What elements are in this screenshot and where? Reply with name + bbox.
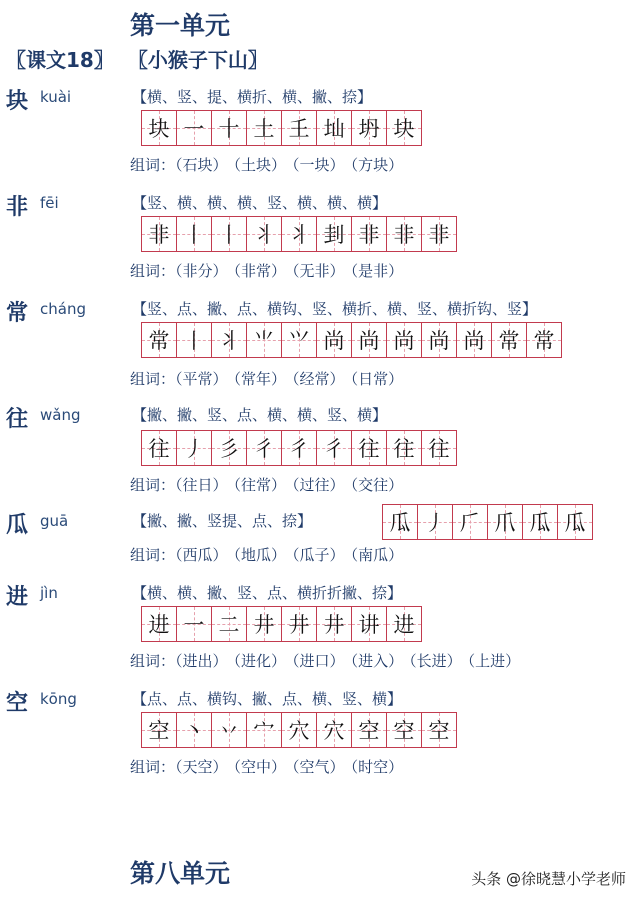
stroke-step-cell [317,607,352,641]
lesson-heading [6,44,268,73]
stroke-step-char: 空 [148,719,170,743]
stroke-step-char: 瓜 [529,511,551,535]
word-items [175,652,526,670]
stroke-step-cell [422,713,456,747]
word-item: （石块） [175,156,228,174]
stroke-step-char: 圸 [323,117,345,141]
stroke-step-cell [387,323,422,357]
stroke-step-cell [422,431,456,465]
word-item: （瓜子） [292,546,345,564]
stroke-step-cell [492,323,527,357]
word-item: （空中） [233,758,287,776]
stroke-step-char: 丨 [183,329,205,353]
word-list [130,154,409,175]
stroke-step-cell [212,217,247,251]
stroke-step-char: 往 [393,437,415,461]
word-item: （进口） [292,652,345,670]
stroke-step-cell [352,217,387,251]
stroke-step-char: 彳 [253,437,275,461]
stroke-order-text: 【撇、撇、竖、点、横、横、竖、横】 [132,406,388,424]
stroke-step-char: 丬 [288,223,310,247]
stroke-grid [141,110,422,146]
stroke-step-cell [422,217,456,251]
stroke-step-char: 尚 [358,329,380,353]
stroke-step-char: 井 [288,613,310,637]
word-item: （交往） [350,476,404,494]
stroke-step-cell [457,323,492,357]
stroke-step-char: 进 [393,613,415,637]
stroke-step-char: 穴 [288,719,310,743]
word-item: （进出） [175,652,228,670]
stroke-step-char: 一 [183,613,205,637]
stroke-order-text: 【竖、横、横、横、竖、横、横、横】 [132,194,388,212]
word-list [130,544,409,565]
stroke-step-char: 丿 [183,437,205,461]
word-list [130,650,526,671]
stroke-step-cell [142,111,177,145]
stroke-step-char: 非 [428,223,450,247]
stroke-step-cell [383,505,418,539]
word-item: （进化） [233,652,287,670]
word-list [130,368,409,389]
stroke-step-char: 进 [148,613,170,637]
stroke-step-cell [317,713,352,747]
stroke-step-cell [282,217,317,251]
entry-pinyin: fēi [40,194,59,212]
stroke-step-cell [352,713,387,747]
word-list [130,756,409,777]
stroke-step-cell [352,607,387,641]
stroke-step-char: 块 [148,117,170,141]
stroke-step-char: 彳 [288,437,310,461]
stroke-step-char: 常 [498,329,520,353]
stroke-step-cell [282,431,317,465]
stroke-step-cell [177,431,212,465]
stroke-step-cell [142,217,177,251]
stroke-step-cell [247,217,282,251]
stroke-step-char: 土 [253,117,275,141]
stroke-step-cell [317,217,352,251]
stroke-step-char: 彳 [323,437,345,461]
stroke-step-cell [387,111,421,145]
stroke-step-cell [247,607,282,641]
stroke-step-char: 往 [428,437,450,461]
word-item: （天空） [175,758,228,776]
stroke-step-cell [352,111,387,145]
stroke-step-cell [247,323,282,357]
stroke-step-char: 𠂆 [459,511,481,535]
word-items [175,156,409,174]
entry-pinyin: jìn [40,584,58,602]
stroke-step-char: 空 [358,719,380,743]
stroke-step-char: 空 [393,719,415,743]
stroke-step-char: 常 [533,329,555,353]
stroke-step-cell [387,607,421,641]
word-item: （往日） [175,476,228,494]
stroke-step-char: 往 [148,437,170,461]
stroke-step-cell [387,713,422,747]
stroke-step-char: 块 [393,117,415,141]
stroke-step-char: 尚 [323,329,345,353]
words-label: 组词： [130,546,176,564]
entry-character: 块 [6,89,29,114]
stroke-grid [141,712,457,748]
stroke-step-cell [352,323,387,357]
word-item: （地瓜） [233,546,287,564]
stroke-step-cell [453,505,488,539]
stroke-step-char: 丨 [218,223,240,247]
stroke-step-char: 一 [183,117,205,141]
entry-pinyin: guā [40,512,69,530]
stroke-step-cell [387,217,422,251]
stroke-step-char: 非 [148,223,170,247]
entry-character: 非 [6,195,29,220]
lesson-number: 〖课文18〗 [6,48,114,72]
words-label: 组词： [130,758,176,776]
word-item: （是非） [350,262,404,280]
word-item: （西瓜） [175,546,228,564]
stroke-step-cell [282,323,317,357]
stroke-step-char: 丷 [218,719,240,743]
stroke-step-cell [177,713,212,747]
stroke-step-cell [212,607,247,641]
stroke-step-cell [212,111,247,145]
stroke-step-char: 非 [358,223,380,247]
stroke-step-cell [212,431,247,465]
stroke-step-char: 丿 [424,511,446,535]
stroke-step-char: 丶 [183,719,205,743]
word-item: （土块） [233,156,287,174]
words-label: 组词： [130,156,176,174]
word-item: （非常） [233,262,287,280]
entry-character: 空 [6,691,29,716]
word-item: （过往） [292,476,345,494]
stroke-step-cell [387,431,422,465]
word-item: （日常） [350,370,404,388]
entry-character: 瓜 [6,513,29,538]
stroke-step-cell [212,323,247,357]
stroke-step-cell [282,713,317,747]
stroke-step-char: 丬 [218,329,240,353]
word-item: （空气） [292,758,345,776]
word-item: （南瓜） [350,546,404,564]
stroke-step-cell [247,713,282,747]
stroke-order-text: 【点、点、横钩、撇、点、横、竖、横】 [132,690,403,708]
stroke-step-char: 穴 [323,719,345,743]
stroke-step-cell [177,111,212,145]
words-label: 组词： [130,370,176,388]
stroke-grid [141,322,562,358]
entry-pinyin: cháng [40,300,86,318]
stroke-order-text: 【横、横、撇、竖、点、横折折撇、捺】 [132,584,403,602]
stroke-step-cell [212,713,247,747]
stroke-step-cell [142,323,177,357]
stroke-step-cell [527,323,561,357]
stroke-order-text: 【竖、点、撇、点、横钩、竖、横折、横、竖、横折钩、竖】 [132,300,538,318]
words-label: 组词： [130,262,176,280]
stroke-step-char: 瓜 [564,511,586,535]
stroke-step-char: 丬 [253,223,275,247]
words-label: 组词： [130,652,176,670]
word-item: （上进） [467,652,521,670]
stroke-step-char: 丨 [183,223,205,247]
stroke-grid [382,504,593,540]
stroke-step-char: 刲 [323,223,345,247]
word-item: （非分） [175,262,228,280]
stroke-step-char: 空 [428,719,450,743]
word-item: （一块） [292,156,345,174]
stroke-grid [141,216,457,252]
entry-character: 进 [6,585,29,610]
stroke-step-cell [177,217,212,251]
unit-title: 第一单元 [130,11,231,40]
stroke-step-char: 井 [323,613,345,637]
stroke-step-cell [282,111,317,145]
stroke-step-char: 爪 [494,511,516,535]
stroke-step-char: 常 [148,329,170,353]
word-item: （长进） [409,652,462,670]
next-unit-title: 第八单元 [130,859,231,888]
word-items [175,370,409,388]
stroke-step-char: 尚 [463,329,485,353]
stroke-step-cell [142,713,177,747]
word-list [130,474,409,495]
stroke-step-cell [317,431,352,465]
stroke-step-char: 往 [358,437,380,461]
stroke-step-cell [177,323,212,357]
stroke-grid [141,606,422,642]
word-items [175,546,409,564]
entry-pinyin: kuài [40,88,72,106]
word-items [175,758,409,776]
stroke-step-char: 非 [393,223,415,247]
word-item: （常年） [233,370,287,388]
stroke-order-text: 【横、竖、提、横折、横、撇、捺】 [132,88,373,106]
word-items [175,476,409,494]
watermark: 头条 @徐晓慧小学老师 [471,870,626,888]
stroke-step-cell [247,111,282,145]
lesson-title: 〖小猴子下山〗 [127,48,268,72]
stroke-step-char: 宀 [253,719,275,743]
stroke-step-cell [418,505,453,539]
word-item: （平常） [175,370,228,388]
stroke-step-cell [488,505,523,539]
word-items [175,262,409,280]
stroke-step-char: 井 [253,613,275,637]
word-list [130,260,409,281]
entry-character: 往 [6,407,29,432]
stroke-order-text: 【撇、撇、竖提、点、捺】 [132,512,313,530]
stroke-step-char: 彡 [218,437,240,461]
stroke-step-char: ⺍ [288,329,310,353]
stroke-step-cell [422,323,457,357]
words-label: 组词： [130,476,176,494]
stroke-step-cell [558,505,592,539]
stroke-step-char: 尚 [428,329,450,353]
entry-pinyin: kōng [40,690,77,708]
stroke-step-cell [247,431,282,465]
stroke-grid [141,430,457,466]
stroke-step-char: 坍 [358,117,380,141]
stroke-step-cell [177,607,212,641]
stroke-step-cell [317,111,352,145]
word-item: （无非） [292,262,345,280]
entry-character: 常 [6,301,29,326]
stroke-step-char: 尚 [393,329,415,353]
stroke-step-cell [352,431,387,465]
stroke-step-char: 十 [218,117,240,141]
stroke-step-char: 讲 [358,613,380,637]
stroke-step-cell [282,607,317,641]
word-item: （方块） [350,156,404,174]
stroke-step-char: 二 [218,613,240,637]
stroke-step-cell [523,505,558,539]
word-item: （进入） [350,652,404,670]
stroke-step-char: 瓜 [389,511,411,535]
entry-pinyin: wǎng [40,406,81,424]
stroke-step-cell [317,323,352,357]
stroke-step-cell [142,607,177,641]
stroke-step-cell [142,431,177,465]
stroke-step-char: ⺌ [253,329,275,353]
word-item: （时空） [350,758,404,776]
word-item: （往常） [233,476,287,494]
stroke-step-char: 𡈼 [288,117,310,141]
word-item: （经常） [292,370,345,388]
